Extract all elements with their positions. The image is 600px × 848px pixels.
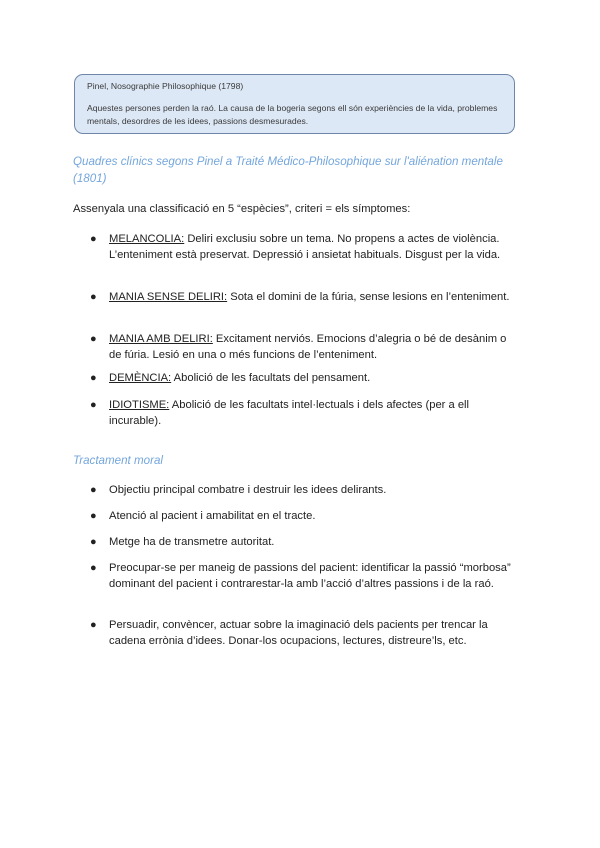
list-item-term: DEMÈNCIA: [109,372,172,384]
list-item-text: Excitament nerviós. Emocions d’alegria o bé de desànim o de fúria. Lesió en una o més funcions de l’enteniment. [109,333,507,361]
list-item [90,398,514,429]
list-item-text: Abolició de les facultats del pensament. [171,372,371,384]
list-item [90,509,514,525]
list-item [90,561,514,592]
list-item-term: MANIA AMB DELIRI: [109,333,213,345]
bullet-icon: ● [90,233,97,245]
list-item-text: Deliri exclusiu sobre un tema. No propens a actes de violència. L’enteniment està preservat. Depressió i ansietat habituals. Disgust per la vida. [109,233,501,261]
bullet-icon: ● [90,291,97,303]
intro-text: Assenyala una classificació en 5 “espècies”, criteri = els símptomes: [73,203,411,215]
callout-title: Pinel, Nosographie Philosophique (1798) [87,81,244,91]
bullet-icon: ● [90,619,97,631]
bullet-icon: ● [90,536,97,548]
list-item-text: Abolició de les facultats intel·lectuals i dels afectes (per a ell incurable). [109,399,470,427]
section-heading-treatment: Tractament moral [73,454,163,467]
list-item-term: MANIA SENSE DELIRI: [109,291,228,303]
list-item-text: Metge ha de transmetre autoritat. [109,536,275,548]
quote-callout [74,74,515,134]
bullet-icon: ● [90,372,97,384]
list-item-text: Objectiu principal combatre i destruir les idees delirants. [109,484,387,496]
bullet-icon: ● [90,562,97,574]
bullet-icon: ● [90,333,97,345]
list-item [90,290,514,306]
list-item [90,483,514,499]
list-item [90,618,514,649]
list-item [90,535,514,551]
list-item [90,332,514,363]
list-item-text: Atenció al pacient i amabilitat en el tracte. [109,510,316,522]
bullet-icon: ● [90,484,97,496]
list-item-term: IDIOTISME: [109,399,170,411]
section-heading-clinical: Quadres clínics segons Pinel a Traité Médico-Philosophique sur l'aliénation mentale (1801) [73,155,503,185]
list-item-term: MELANCOLIA: [109,233,185,245]
list-item-text: Preocupar-se per maneig de passions del pacient: identificar la passió “morbosa” dominant del pacient i contrarestar-la amb l’acció d’altres passions i de la raó. [109,562,511,590]
list-item-text: Sota el domini de la fúria, sense lesions en l’enteniment. [227,291,510,303]
callout-body: Aquestes persones perden la raó. La causa de la bogeria segons ell són experiències de la vida, problemes mentals, desordres de les idees, passions desmesurades. [87,103,498,126]
bullet-icon: ● [90,510,97,522]
list-item [90,232,514,263]
list-item-text: Persuadir, convèncer, actuar sobre la imaginació dels pacients per trencar la cadena errònia d’idees. Donar-los ocupacions, lectures, distreure’ls, etc. [109,619,488,647]
bullet-icon: ● [90,399,97,411]
list-item [90,371,514,387]
